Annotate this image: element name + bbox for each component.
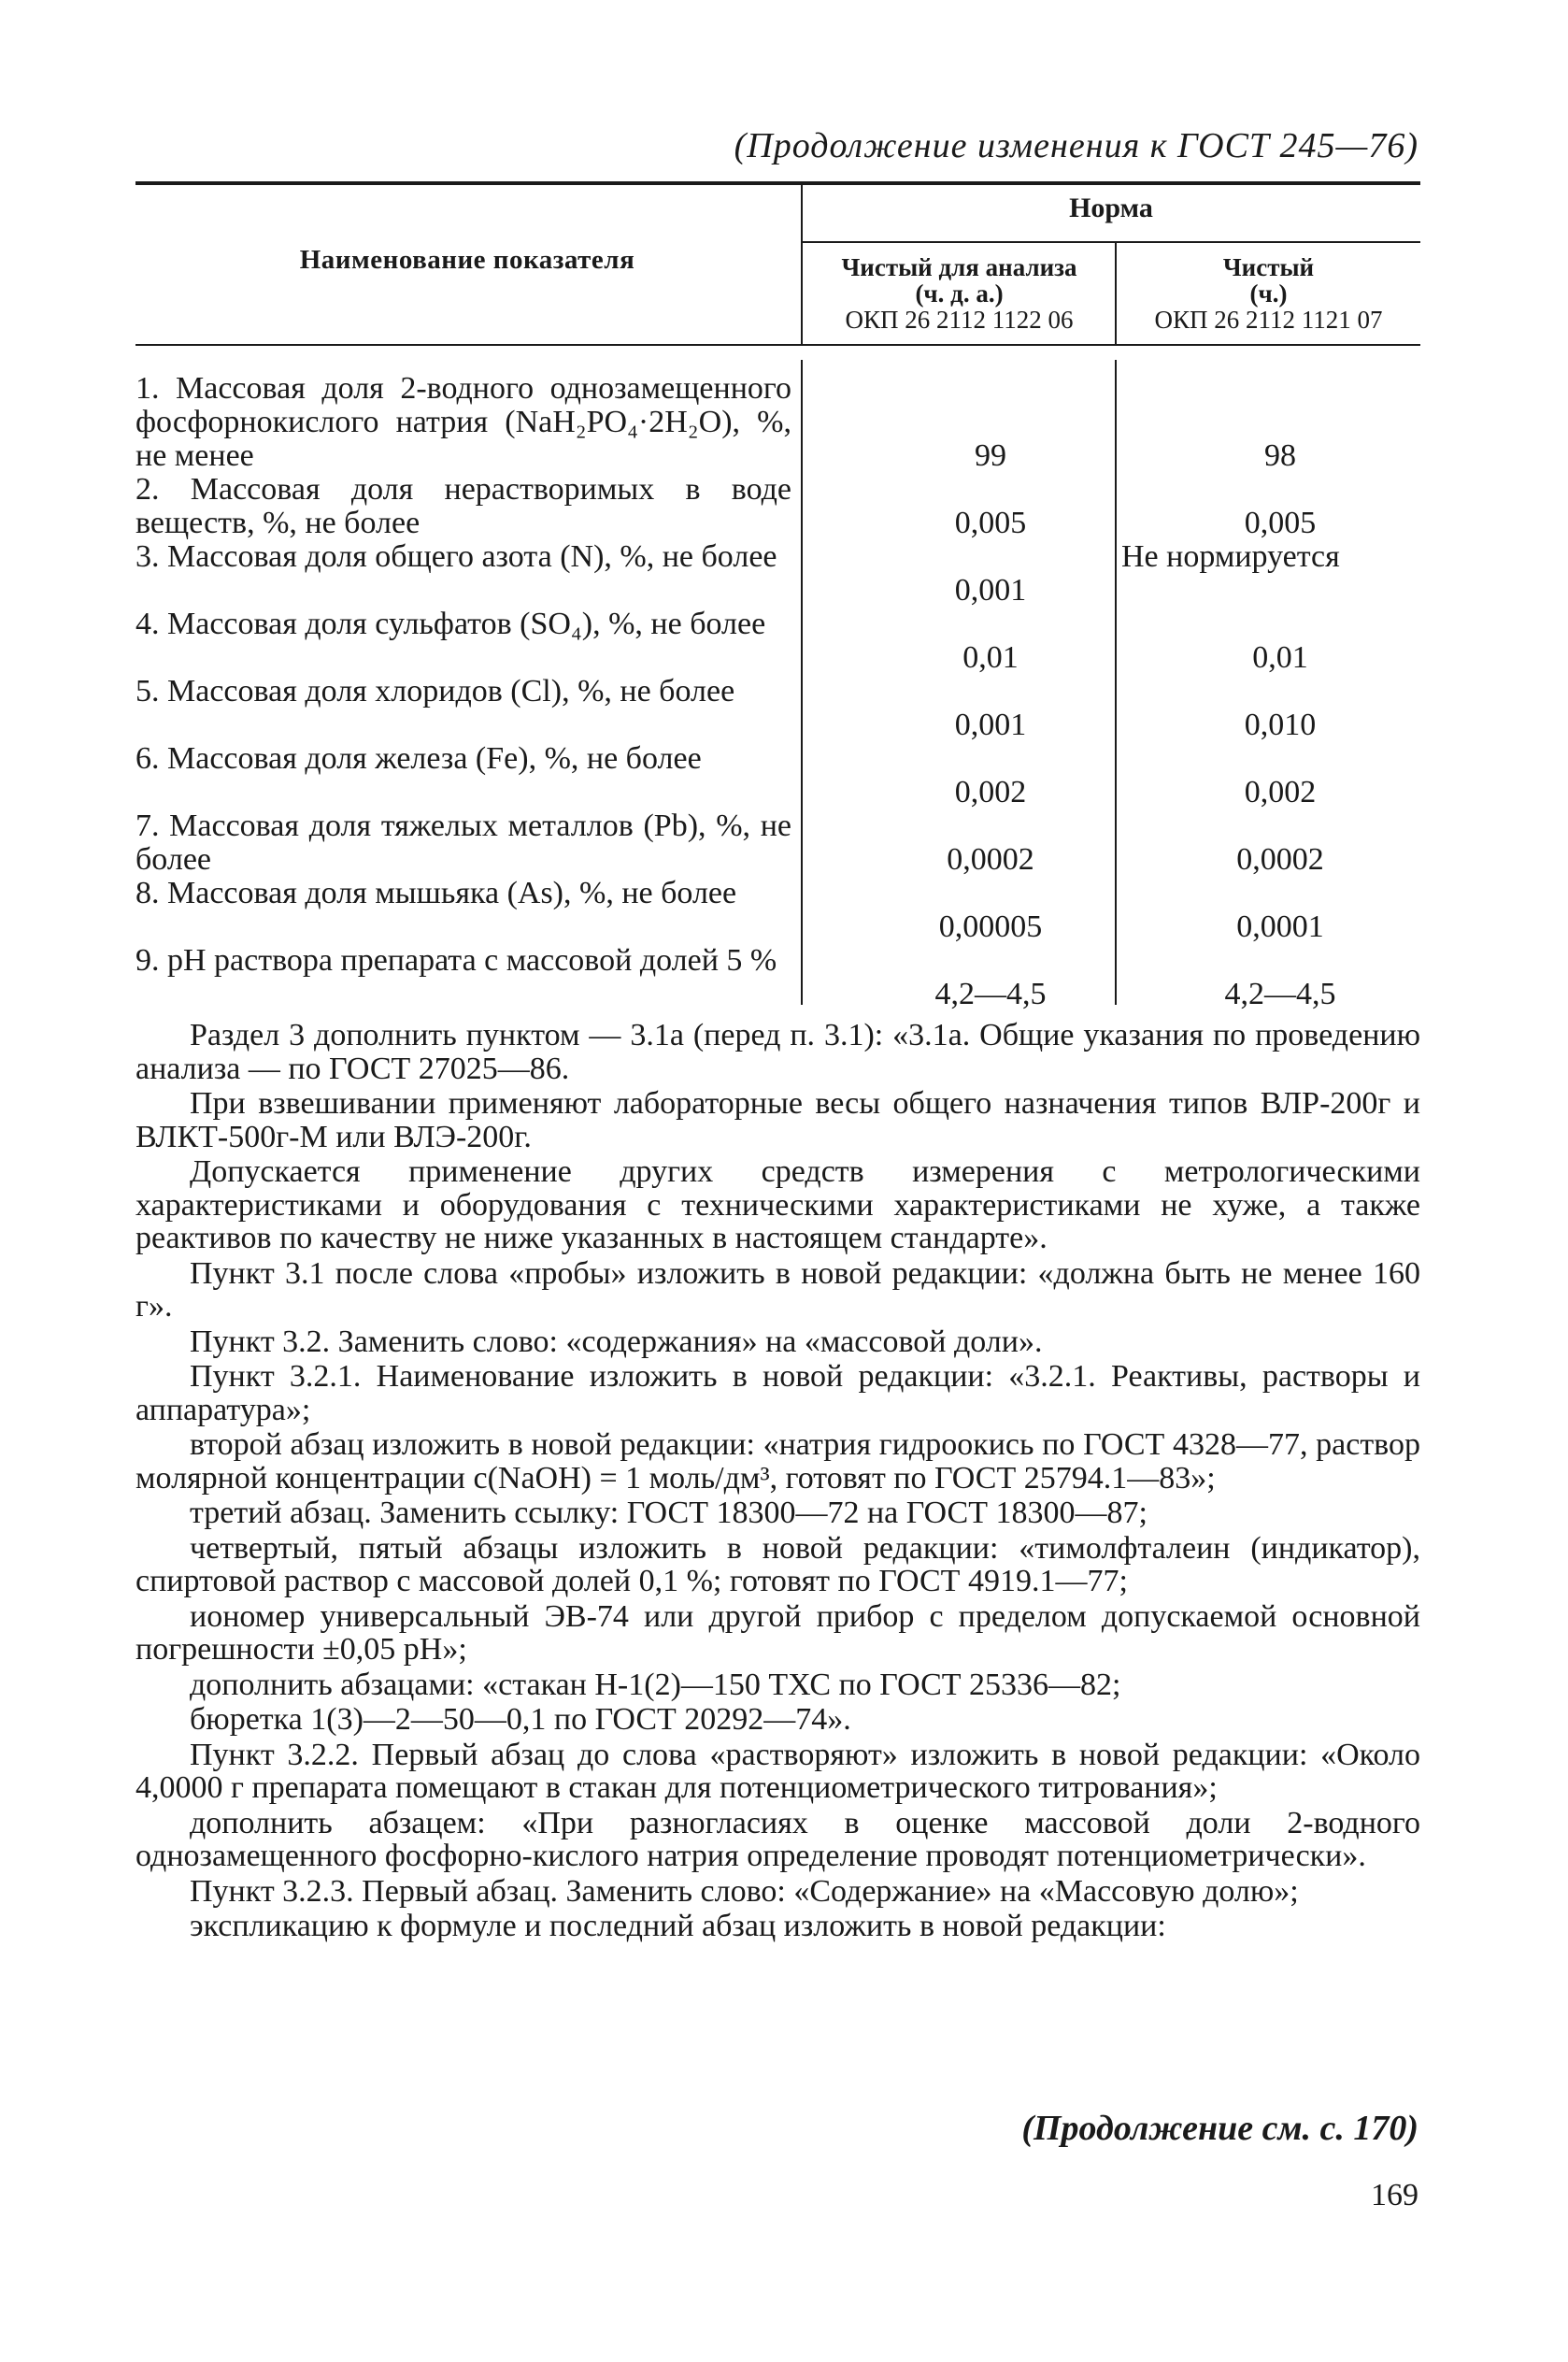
- table-row-name: 4. Массовая доля сульфатов (SO₄), %, не более: [135, 607, 766, 641]
- table-row-name: 5. Массовая доля хлоридов (Cl), %, не более: [135, 674, 735, 709]
- column-header-analysis-grade: [804, 254, 1115, 333]
- table-cell-analysis: 99: [975, 438, 1006, 473]
- amendment-text: [135, 1019, 1420, 1945]
- paragraph: Пункт 3.2.3. Первый абзац. Заменить слово: «Содержание» на «Массовую долю»;: [190, 1873, 1299, 1909]
- column-a-abbr: (ч. д. а.): [915, 279, 1004, 308]
- column-a-title: Чистый для анализа: [841, 253, 1077, 281]
- page-number: 169: [1371, 2178, 1418, 2212]
- paragraph: Раздел 3 дополнить пунктом — 3.1а (перед п. 3.1): «3.1а. Общие указания по проведению анализа — по ГОСТ 27025—86.: [135, 1018, 1420, 1086]
- column-a-code: ОКП 26 2112 1122 06: [845, 306, 1074, 334]
- table-cell-analysis: 0,0002: [947, 842, 1034, 877]
- column-b-title: Чистый: [1222, 253, 1315, 281]
- table-row-name: 1. Массовая доля 2-водного однозамещенного фосфорнокислого натрия (NaH₂PO₄·2H₂O), %, не менее: [135, 371, 791, 473]
- paragraph: Пункт 3.2.2. Первый абзац до слова «растворяют» изложить в новой редакции: «Около 4,0000 г препарата помещают в стакан для потенциометрического титрования»;: [135, 1737, 1420, 1805]
- table-norma-rule: [802, 241, 1420, 243]
- continuation-note: (Продолжение см. с. 170): [1021, 2109, 1418, 2148]
- table-cell-pure: 0,0001: [1236, 909, 1324, 944]
- paragraph: Пункт 3.2.1. Наименование изложить в новой редакции: «3.2.1. Реактивы, растворы и аппаратура»;: [135, 1359, 1420, 1427]
- table-body-divider-1: [801, 360, 803, 1005]
- column-b-code: ОКП 26 2112 1121 07: [1154, 306, 1383, 334]
- table-cell-pure: 98: [1264, 438, 1296, 473]
- paragraph: второй абзац изложить в новой редакции: «натрия гидроокись по ГОСТ 4328—77, раствор молярной концентрации c(NaOH) = 1 моль/дм³, готовят по ГОСТ 25794.1—83»;: [135, 1427, 1420, 1496]
- column-header-pure-grade: [1117, 254, 1420, 333]
- table-cell-analysis: 0,00005: [938, 909, 1043, 944]
- table-body-divider-2: [1115, 360, 1117, 1005]
- table-cell-analysis: 4,2—4,5: [934, 977, 1047, 1011]
- table-row-name: 2. Массовая доля нерастворимых в воде веществ, %, не более: [135, 472, 791, 540]
- column-b-abbr: (ч.): [1249, 279, 1288, 308]
- table-top-rule: [135, 181, 1420, 185]
- table-row-name: 3. Массовая доля общего азота (N), %, не более: [135, 539, 777, 574]
- table-cell-analysis: 0,001: [954, 708, 1027, 742]
- paragraph: иономер универсальный ЭВ-74 или другой прибор с пределом допускаемой основной погрешности ±0,05 pH»;: [135, 1598, 1420, 1667]
- table-row-name: 6. Массовая доля железа (Fe), %, не более: [135, 741, 702, 776]
- table-cell-pure: 0,01: [1252, 640, 1308, 675]
- paragraph: Допускается применение других средств измерения с метрологическими характеристиками и оборудования с техническими характеристиками не хуже, а также реактивов по качеству не ниже указанных в настоящем стандарте».: [135, 1154, 1420, 1255]
- paragraph: Пункт 3.2. Заменить слово: «содержания» на «массовой доли».: [190, 1324, 1043, 1359]
- column-header-name: Наименование показателя: [299, 245, 635, 275]
- paragraph: третий абзац. Заменить ссылку: ГОСТ 18300—72 на ГОСТ 18300—87;: [190, 1496, 1147, 1530]
- table-cell-pure: 0,002: [1244, 775, 1317, 809]
- column-header-norma: Норма: [1069, 193, 1153, 223]
- table-cell-analysis: 0,002: [954, 775, 1027, 809]
- table-cell-analysis: 0,005: [954, 506, 1027, 540]
- paragraph: Пункт 3.1 после слова «пробы» изложить в новой редакции: «должна быть не менее 160 г».: [135, 1255, 1420, 1324]
- table-row-name: 9. pH раствора препарата с массовой долей 5 %: [135, 943, 777, 978]
- paragraph: четвертый, пятый абзацы изложить в новой редакции: «тимолфталеин (индикатор), спиртовой раствор с массовой долей 0,1 %; готовят по ГОСТ 4919.1—77;: [135, 1530, 1420, 1598]
- header-note: (Продолжение изменения к ГОСТ 245—76): [734, 126, 1418, 165]
- table-cell-pure: 4,2—4,5: [1224, 977, 1336, 1011]
- table-cell-analysis: 0,001: [954, 573, 1027, 608]
- table-cell-analysis: 0,01: [962, 640, 1019, 675]
- table-cell-pure: Не нормируется: [1121, 539, 1340, 574]
- table-cell-pure: 0,0002: [1236, 842, 1324, 877]
- paragraph: дополнить абзацами: «стакан Н-1(2)—150 ТХС по ГОСТ 25336—82;: [190, 1667, 1121, 1702]
- table-cell-pure: 0,010: [1244, 708, 1317, 742]
- table-row-name: 8. Массовая доля мышьяка (As), %, не более: [135, 876, 737, 910]
- table-header-bottom-rule: [135, 344, 1420, 346]
- paragraph: экспликацию к формуле и последний абзац изложить в новой редакции:: [190, 1909, 1166, 1943]
- table-row-name: 7. Массовая доля тяжелых металлов (Pb), %, не более: [135, 809, 791, 877]
- paragraph: бюретка 1(3)—2—50—0,1 по ГОСТ 20292—74».: [190, 1702, 851, 1737]
- table-cell-pure: 0,005: [1244, 506, 1317, 540]
- paragraph: дополнить абзацем: «При разногласиях в оценке массовой доли 2-водного однозамещенного фосфорно-кислого натрия определение проводят потенциометрически».: [135, 1805, 1420, 1873]
- paragraph: При взвешивании применяют лабораторные весы общего назначения типов ВЛР-200г и ВЛКТ-500г-М или ВЛЭ-200г.: [135, 1086, 1420, 1154]
